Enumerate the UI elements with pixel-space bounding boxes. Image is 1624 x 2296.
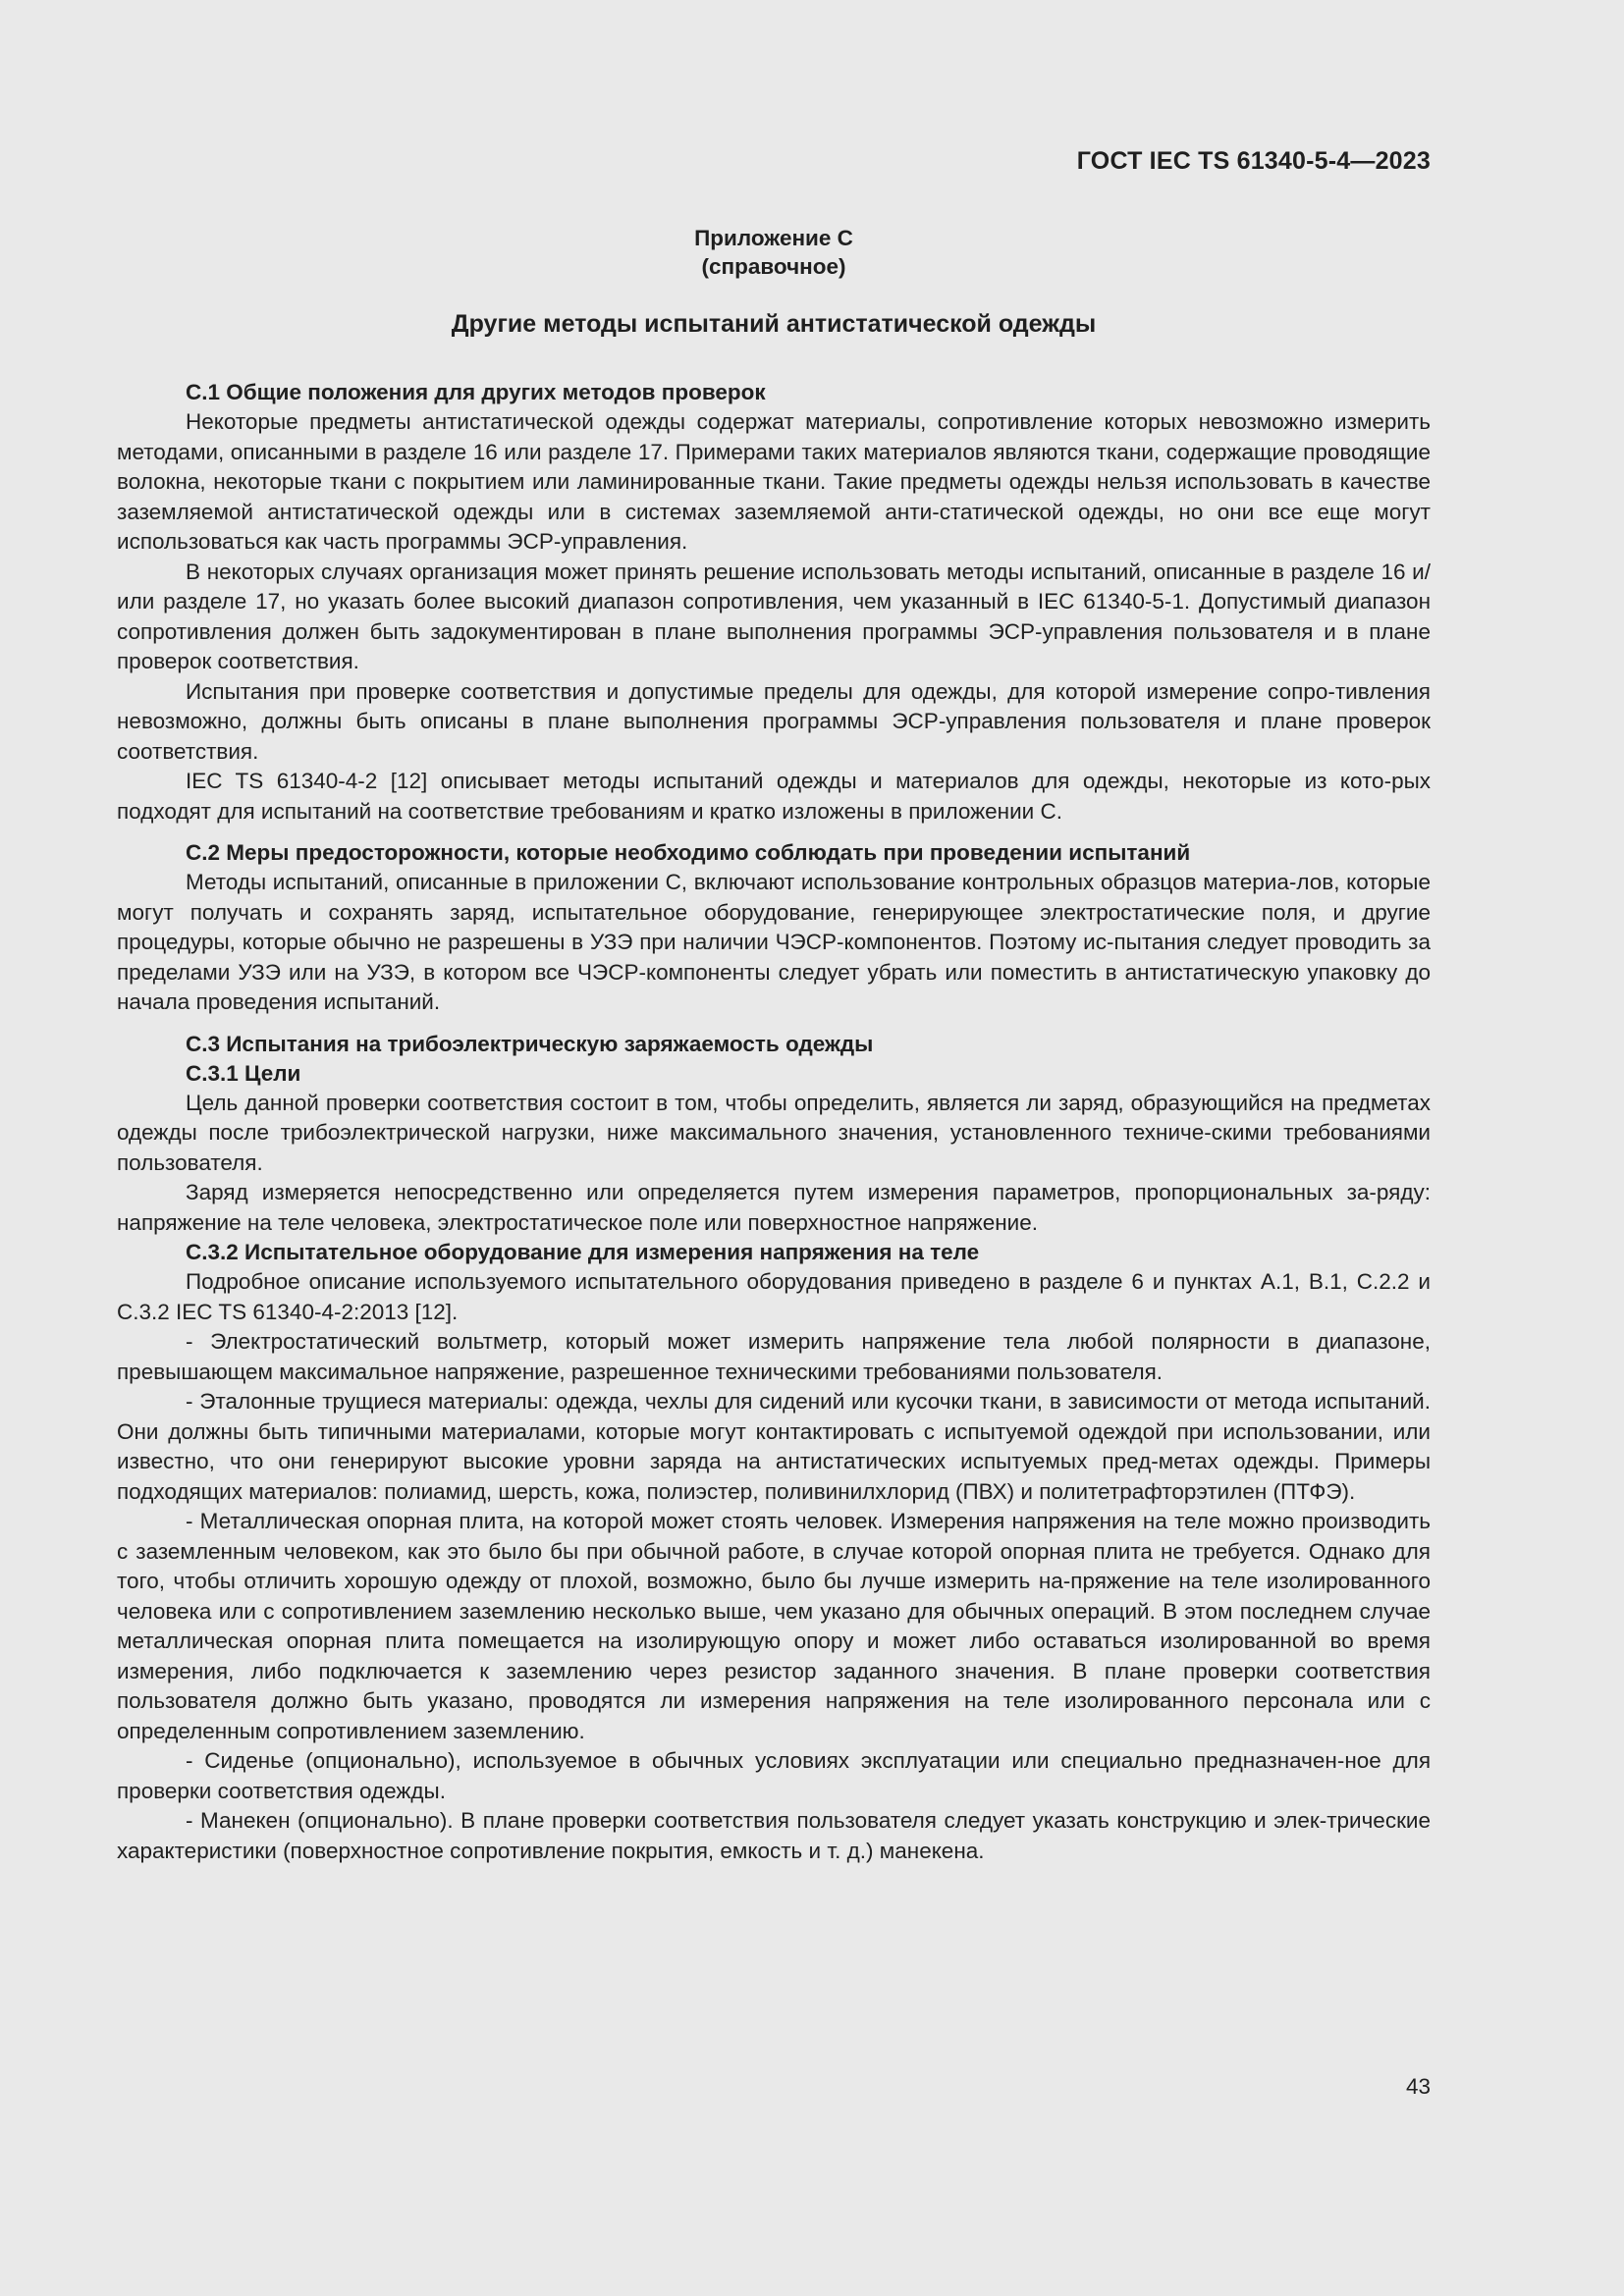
page-content <box>117 224 1431 1866</box>
paragraph: IEC TS 61340-4-2 [12] описывает методы испытаний одежды и материалов для одежды, некоторые из кото-рых подходят для испытаний на соответствие требованиям и кратко изложены в приложении С. <box>117 769 1431 824</box>
list-item: - Сиденье (опционально), используемое в обычных условиях эксплуатации или специально предназначен-ное для проверки соответствия одежды. <box>117 1748 1431 1803</box>
list-item: - Эталонные трущиеся материалы: одежда, чехлы для сидений или кусочки ткани, в зависимости от метода испытаний. Они должны быть типичными материалами, которые могут контактировать с испытуемой одеждой при использовании, или известно, что они генерируют высокие уровни заряда на антистатических испытуемых пред-метах одежды. Примеры подходящих материалов: полиамид, шерсть, кожа, полиэстер, поливинилхлорид (ПВХ) и политетрафторэтилен (ПТФЭ). <box>117 1389 1431 1504</box>
subsection-heading-c31: С.3.1 Цели <box>186 1060 301 1086</box>
annex-type: (справочное) <box>701 254 846 279</box>
paragraph: Заряд измеряется непосредственно или определяется путем измерения параметров, пропорциональных за-ряду: напряжение на теле человека, электростатическое поле или поверхностное напряжение. <box>117 1180 1431 1235</box>
paragraph: В некоторых случаях организация может принять решение использовать методы испытаний, описанные в разделе 16 и/или разделе 17, но указать более высокий диапазон сопротивления, чем указанный в IEC 61340-5-1. Допустимый диапазон сопротивления должен быть задокументирован в плане выполнения программы ЭСР-управления пользователя и в плане проверок соответствия. <box>117 559 1431 673</box>
section-heading-c3: С.3 Испытания на трибоэлектрическую заряжаемость одежды <box>186 1031 874 1056</box>
paragraph: Испытания при проверке соответствия и допустимые пределы для одежды, для которой измерение сопро-тивления невозможно, должны быть описаны в плане выполнения программы ЭСР-управления пользователя и плане проверок соответствия. <box>117 678 1431 764</box>
page-number: 43 <box>1405 2074 1431 2099</box>
list-item: - Электростатический вольтметр, который может измерить напряжение тела любой полярности в диапазоне, превышающем максимальное напряжение, разрешенное техническими требованиями пользователя. <box>117 1329 1431 1384</box>
annex-label: Приложение С <box>694 226 853 250</box>
document-code: ГОСТ IEC TS 61340-5-4—2023 <box>1076 147 1431 175</box>
section-heading-c1: С.1 Общие положения для других методов проверок <box>186 380 766 404</box>
section-heading-c2: С.2 Меры предосторожности, которые необходимо соблюдать при проведении испытаний <box>186 840 1191 865</box>
annex-header <box>117 224 1431 281</box>
paragraph: Цель данной проверки соответствия состоит в том, чтобы определить, является ли заряд, образующийся на предметах одежды после трибоэлектрической нагрузки, ниже максимального значения, установленного техниче-скими требованиями пользователя. <box>117 1090 1431 1175</box>
paragraph: Методы испытаний, описанные в приложении С, включают использование контрольных образцов материа-лов, которые могут получать и сохранять заряд, испытательное оборудование, генерирующее электростатические поля, и другие процедуры, которые обычно не разрешены в УЗЭ при наличии ЧЭСР-компонентов. Поэтому ис-пытания следует проводить за пределами УЗЭ или на УЗЭ, в котором все ЧЭСР-компоненты следует убрать или поместить в антистатическую упаковку до начала проведения испытаний. <box>117 870 1431 1014</box>
subsection-heading-c32: С.3.2 Испытательное оборудование для измерения напряжения на теле <box>186 1240 980 1264</box>
list-item: - Манекен (опционально). В плане проверки соответствия пользователя следует указать конструкцию и элек-трические характеристики (поверхностное сопротивление покрытия, емкость и т. д.) манекена. <box>117 1808 1431 1863</box>
annex-title: Другие методы испытаний антистатической одежды <box>451 310 1097 338</box>
list-item: - Металлическая опорная плита, на которой может стоять человек. Измерения напряжения на теле можно производить с заземленным человеком, как это было бы при обычной работе, в случае которой опорная плита не требуется. Однако для того, чтобы отличить хорошую одежду от плохой, возможно, было бы лучше измерить на-пряжение на теле изолированного человека или с сопротивлением заземлению несколько выше, чем указано для обычных операций. В этом последнем случае металлическая опорная плита помещается на изолирующую опору и может либо оставаться изолированной во время измерения, либо подключается к заземлению через резистор заданного значения. В плане проверки соответствия пользователя должно быть указано, проводятся ли измерения напряжения на теле изолированного персонала или с определенным сопротивлением заземлению. <box>117 1509 1431 1743</box>
paragraph: Подробное описание используемого испытательного оборудования приведено в разделе 6 и пунктах А.1, В.1, С.2.2 и С.3.2 IEC TS 61340-4-2:2013 [12]. <box>117 1269 1431 1324</box>
paragraph: Некоторые предметы антистатической одежды содержат материалы, сопротивление которых невозможно измерить методами, описанными в разделе 16 или разделе 17. Примерами таких материалов являются ткани, содержащие проводящие волокна, некоторые ткани с покрытием или ламинированные ткани. Такие предметы одежды нельзя использовать в качестве заземляемой антистатической одежды или в системах заземляемой анти-статической одежды, но они все еще могут использоваться как часть программы ЭСР-управления. <box>117 409 1431 554</box>
